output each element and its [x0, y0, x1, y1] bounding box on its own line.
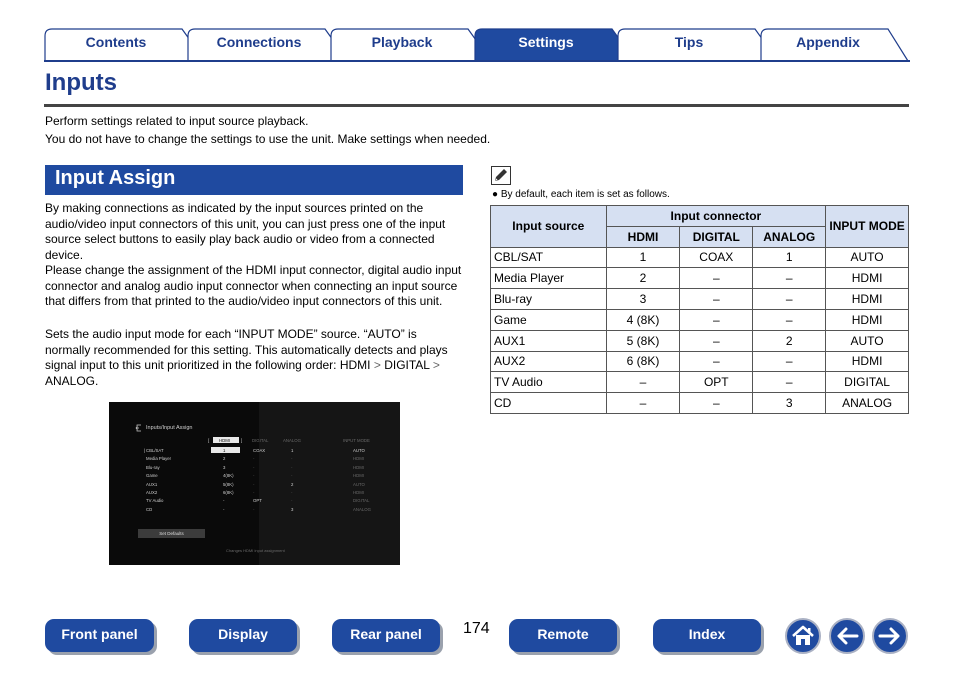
home-icon — [787, 620, 819, 652]
tab-settings[interactable] — [474, 28, 636, 61]
table-row — [491, 309, 909, 330]
cell-hdmi: – — [606, 393, 680, 414]
home-button[interactable] — [785, 618, 821, 654]
header-digital: DIGITAL — [680, 226, 753, 247]
screenshot-mode-1: HDMI — [353, 456, 364, 462]
arrow-right-icon — [874, 620, 906, 652]
cell-source: AUX1 — [491, 330, 607, 351]
front-panel-button[interactable] — [45, 619, 157, 655]
cell-mode: HDMI — [826, 351, 909, 372]
tab-connections[interactable] — [187, 28, 349, 61]
tab-tips[interactable] — [617, 28, 779, 61]
header-hdmi: HDMI — [606, 226, 680, 247]
order-arrow-2: > — [432, 358, 440, 372]
menu-screenshot — [109, 402, 400, 565]
cell-hdmi: 6 (8K) — [606, 351, 680, 372]
table-row — [491, 351, 909, 372]
row-marker: | — [144, 448, 146, 453]
paragraph-2: Please change the assignment of the HDMI input connector, digital audio input connector and analog audio input connector when connecting an input source that differs from that printed to the audio/video input connectors of this unit. — [45, 263, 462, 308]
screenshot-analog-4: 2 — [291, 481, 294, 487]
col-hdmi: HDMI — [219, 438, 230, 443]
cell-analog: – — [753, 309, 826, 330]
cell-mode: HDMI — [826, 289, 909, 310]
index-label: Index — [653, 619, 761, 652]
screenshot-hdmi-6[interactable]: - — [223, 498, 225, 504]
table-header-row — [491, 206, 909, 227]
cell-mode: AUTO — [826, 330, 909, 351]
bracket-left: [ — [208, 438, 210, 443]
screenshot-name-4: AUX1 — [146, 481, 158, 487]
tab-label: Contents — [85, 34, 147, 50]
display-button[interactable] — [189, 619, 300, 655]
pencil-icon — [491, 166, 511, 185]
note-text: By default, each item is set as follows. — [500, 189, 670, 200]
tab-underline — [44, 60, 910, 62]
screenshot-name-0: CBL/SAT — [146, 448, 164, 453]
cell-mode: ANALOG — [826, 393, 909, 414]
table-row — [491, 268, 909, 289]
arrow-left-icon — [831, 620, 863, 652]
paragraph-3-part-c: ANALOG. — [45, 373, 99, 388]
screenshot-hdmi-0[interactable]: 1 — [223, 448, 226, 453]
screenshot-mode-0: AUTO — [353, 448, 365, 453]
tab-playback[interactable] — [330, 28, 492, 61]
cell-analog: 2 — [753, 330, 826, 351]
col-input-mode: INPUT MODE — [343, 438, 370, 443]
section-header — [45, 165, 463, 195]
page-title: Inputs — [45, 69, 117, 96]
cell-source: Blu-ray — [491, 289, 607, 310]
table-row — [491, 247, 909, 268]
paragraph-3-part-a: Sets the audio input mode for each “INPUT MODE” source. “AUTO” is normally recommended for this setting. This automatically detects and plays signal input to this unit prioritized in the following order: HDMI — [45, 327, 448, 372]
cell-source: Media Player — [491, 268, 607, 289]
screenshot-mode-7: ANALOG — [353, 506, 371, 512]
bracket-right: ] — [241, 438, 243, 443]
screenshot-hdmi-5[interactable]: 6(8K) — [223, 490, 234, 495]
header-analog: ANALOG — [753, 226, 826, 247]
header-input-connector: Input connector — [606, 206, 826, 227]
screenshot-analog-7: 3 — [291, 506, 294, 512]
cell-source: CBL/SAT — [491, 247, 607, 268]
screenshot-analog-2: - — [291, 464, 293, 470]
paragraph-1: By making connections as indicated by the input sources printed on the audio/video input connectors of this unit, you can just press one of the input source select buttons to easily play back audio or video from a connected device. — [45, 201, 446, 262]
screenshot-analog-5: - — [291, 490, 293, 495]
screenshot-mode-5: HDMI — [353, 490, 364, 495]
tab-appendix[interactable] — [760, 28, 910, 61]
cell-hdmi: – — [606, 372, 680, 393]
table-row — [491, 289, 909, 310]
screenshot-digital-2: - — [253, 464, 255, 470]
cell-analog: 3 — [753, 393, 826, 414]
paragraph-3 — [45, 327, 465, 389]
cell-mode: AUTO — [826, 247, 909, 268]
screenshot-analog-0: 1 — [291, 448, 294, 453]
intro-line-1: Perform settings related to input source playback. — [45, 114, 309, 128]
cell-hdmi: 4 (8K) — [606, 309, 680, 330]
cell-source: TV Audio — [491, 372, 607, 393]
rear-panel-button[interactable] — [332, 619, 443, 655]
forward-button[interactable] — [872, 618, 908, 654]
header-input-source: Input source — [491, 206, 607, 248]
tab-bar — [44, 28, 910, 62]
remote-button[interactable] — [509, 619, 620, 655]
title-divider — [44, 104, 909, 107]
screenshot-name-1: Media Player — [146, 456, 172, 462]
cell-digital: – — [680, 268, 753, 289]
screenshot-mode-3: HDMI — [353, 473, 364, 479]
cell-digital: – — [680, 289, 753, 310]
screenshot-digital-7: - — [253, 506, 255, 512]
header-input-mode: INPUT MODE — [826, 206, 909, 248]
tab-label: Playback — [371, 34, 433, 50]
screenshot-hdmi-3[interactable]: 4(8K) — [223, 473, 234, 479]
cell-mode: HDMI — [826, 268, 909, 289]
screenshot-name-5: AUX2 — [146, 490, 158, 495]
screenshot-digital-3: - — [253, 473, 255, 479]
cell-digital: – — [680, 393, 753, 414]
remote-label: Remote — [509, 619, 617, 652]
tab-label: Connections — [216, 34, 302, 50]
table-row — [491, 393, 909, 414]
screenshot-digital-5: - — [253, 490, 255, 495]
cell-analog: 1 — [753, 247, 826, 268]
cell-source: AUX2 — [491, 351, 607, 372]
cell-analog: – — [753, 289, 826, 310]
cell-mode: HDMI — [826, 309, 909, 330]
cell-analog: – — [753, 351, 826, 372]
default-assign-table — [490, 205, 909, 414]
highlight-hdmi-value — [211, 447, 240, 453]
tab-contents[interactable] — [44, 28, 206, 61]
screenshot-analog-1: - — [291, 456, 293, 462]
note-bullet: ● By default, each item is set as follows. — [492, 189, 670, 200]
tab-label: Settings — [518, 34, 574, 50]
cell-hdmi: 1 — [606, 247, 680, 268]
cell-hdmi: 5 (8K) — [606, 330, 680, 351]
screenshot-analog-3: - — [291, 473, 293, 479]
front-panel-label: Front panel — [45, 619, 154, 652]
table-row — [491, 372, 909, 393]
page-number: 174 — [463, 620, 490, 637]
screenshot-analog-6: - — [291, 498, 293, 504]
screenshot-digital-4: - — [253, 481, 255, 487]
screenshot-name-6: TV Audio — [146, 498, 164, 504]
screenshot-hdmi-2[interactable]: 3 — [223, 464, 226, 470]
table-body — [491, 247, 909, 413]
screenshot-name-2: Blu-ray — [146, 464, 160, 470]
screenshot-digital-1: - — [253, 456, 255, 462]
back-icon — [135, 424, 143, 432]
screenshot-mode-4: AUTO — [353, 481, 365, 487]
section-title: Input Assign — [55, 167, 176, 189]
set-defaults-button[interactable]: Set Defaults — [138, 529, 205, 538]
screenshot-right-panel — [259, 402, 400, 565]
screenshot-name-7: CD — [146, 506, 153, 512]
tab-label: Appendix — [796, 34, 860, 50]
cell-digital: – — [680, 351, 753, 372]
back-button[interactable] — [829, 618, 865, 654]
pencil-icon-graphic — [491, 166, 511, 185]
screenshot-hdmi-1[interactable]: 2 — [223, 456, 226, 462]
screenshot-hint: Changes HDMI input assignment — [226, 548, 285, 553]
cell-digital: – — [680, 330, 753, 351]
col-analog: ANALOG — [283, 438, 301, 443]
screenshot-path: Inputs/Input Assign — [146, 425, 193, 431]
index-button[interactable] — [653, 619, 764, 655]
screenshot-name-3: Game — [146, 473, 158, 479]
cell-digital: OPT — [680, 372, 753, 393]
order-arrow-1: > — [373, 358, 381, 372]
cell-hdmi: 3 — [606, 289, 680, 310]
cell-mode: DIGITAL — [826, 372, 909, 393]
cell-digital: COAX — [680, 247, 753, 268]
cell-analog: – — [753, 268, 826, 289]
screenshot-digital-0: COAX — [253, 448, 266, 453]
tab-label: Tips — [674, 34, 704, 50]
cell-analog: – — [753, 372, 826, 393]
screenshot-mode-2: HDMI — [353, 464, 364, 470]
cell-digital: – — [680, 309, 753, 330]
screenshot-mode-6: DIGITAL — [353, 498, 370, 504]
cell-source: CD — [491, 393, 607, 414]
screenshot-digital-6: OPT — [253, 498, 262, 504]
cell-hdmi: 2 — [606, 268, 680, 289]
paragraph-3-part-b: DIGITAL — [384, 358, 433, 372]
table-row — [491, 330, 909, 351]
screenshot-hdmi-4[interactable]: 5(8K) — [223, 481, 234, 487]
intro-line-2: You do not have to change the settings to use the unit. Make settings when needed. — [45, 132, 491, 146]
rear-panel-label: Rear panel — [332, 619, 440, 652]
cell-source: Game — [491, 309, 607, 330]
display-label: Display — [189, 619, 297, 652]
col-digital: DIGITAL — [252, 438, 269, 443]
screenshot-hdmi-7[interactable]: - — [223, 506, 225, 512]
